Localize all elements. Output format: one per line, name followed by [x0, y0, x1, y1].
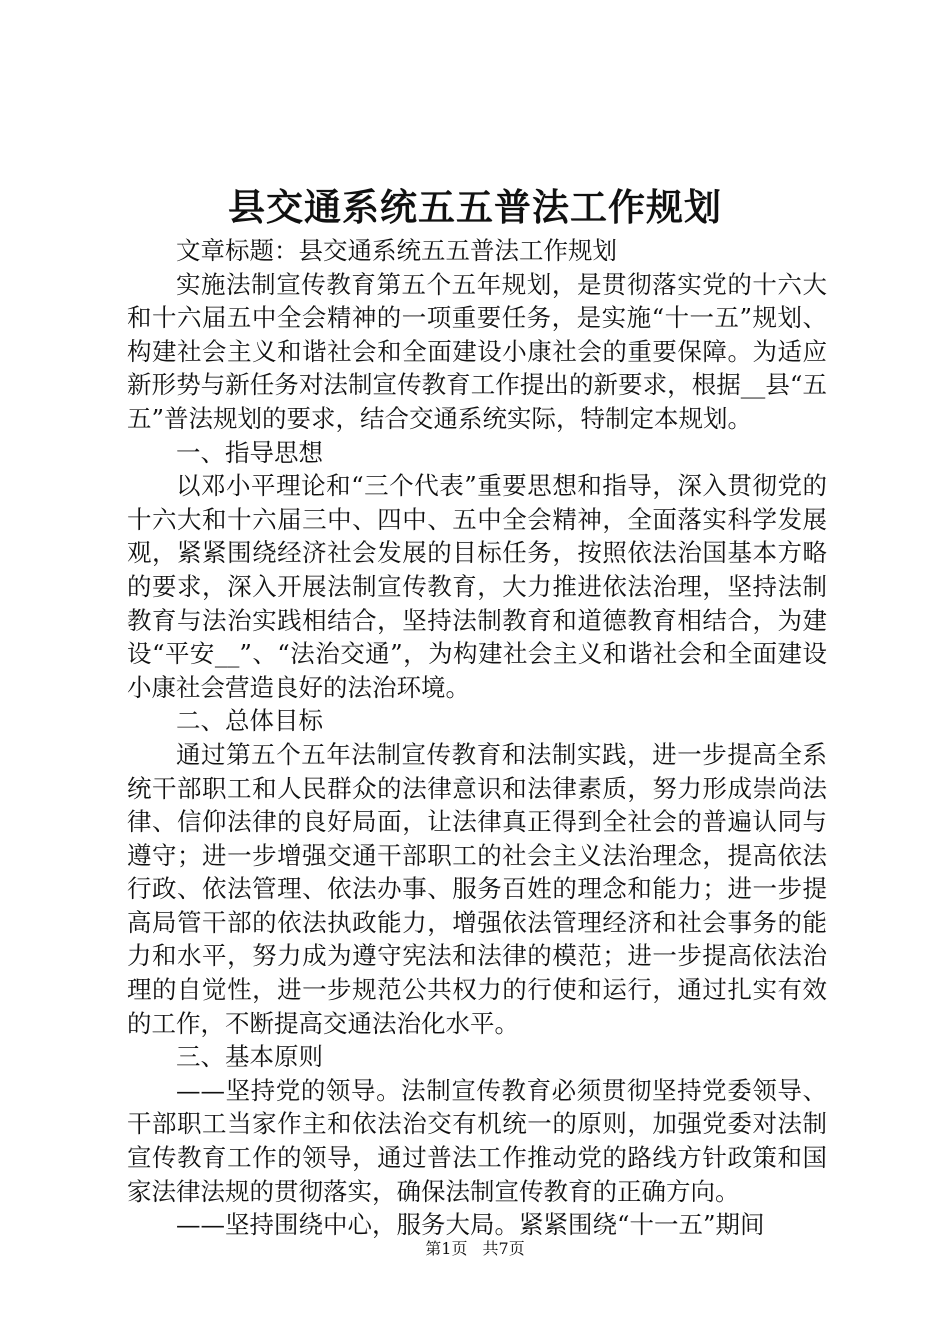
section-heading-overall-goal: 二、总体目标	[176, 706, 323, 736]
page-number: 第1页	[425, 1239, 468, 1258]
document-title: 县交通系统五五普法工作规划	[228, 186, 722, 229]
section-heading-guiding-ideology: 一、指导思想	[176, 437, 323, 467]
page-total: 共7页	[482, 1239, 525, 1258]
document-body	[127, 234, 827, 1242]
article-title-line: 文章标题：县交通系统五五普法工作规划	[176, 236, 617, 265]
guiding-ideology-paragraph: 以邓小平理论和“三个代表”重要思想和指导，深入贯彻党的十六大和十六届三中、四中、五中全会精神，全面落实科学发展观，紧紧围绕经济社会发展的目标任务，按照依法治国基本方略的要求，深入开展法制宣传教育，大力推进依法治理，坚持法制教育与法治实践相结合，坚持法制教育和道德教育相结合，为建设“平安__”、“法治交通”，为构建社会主义和谐社会和全面建设小康社会营造良好的法治环境。	[127, 471, 827, 702]
page-footer	[0, 1238, 950, 1260]
intro-paragraph: 实施法制宣传教育第五个五年规划，是贯彻落实党的十六大和十六届五中全会精神的一项重要任务，是实施“十一五”规划、构建社会主义和谐社会和全面建设小康社会的重要保障。为适应新形势与新任务对法制宣传教育工作提出的新要求，根据__县“五五”普法规划的要求，结合交通系统实际，特制定本规划。	[127, 269, 827, 433]
principle-party-leadership-paragraph: ——坚持党的领导。法制宣传教育必须贯彻坚持党委领导、干部职工当家作主和依法治交有机统一的原则，加强党委对法制宣传教育工作的领导，通过普法工作推动党的路线方针政策和国家法律法规的贯彻落实，确保法制宣传教育的正确方向。	[127, 1075, 827, 1206]
principle-serve-overall-paragraph: ——坚持围绕中心，服务大局。紧紧围绕“十一五”期间	[176, 1210, 765, 1240]
section-heading-basic-principles: 三、基本原则	[176, 1042, 323, 1072]
overall-goal-paragraph: 通过第五个五年法制宣传教育和法制实践，进一步提高全系统干部职工和人民群众的法律意识和法律素质，努力形成崇尚法律、信仰法律的良好局面，让法律真正得到全社会的普遍认同与遵守；进一步增强交通干部职工的社会主义法治理念，提高依法行政、依法管理、依法办事、服务百姓的理念和能力；进一步提高局管干部的依法执政能力，增强依法管理经济和社会事务的能力和水平，努力成为遵守宪法和法律的模范；进一步提高依法治理的自觉性，进一步规范公共权力的行使和运行，通过扎实有效的工作，不断提高交通法治化水平。	[127, 739, 827, 1038]
